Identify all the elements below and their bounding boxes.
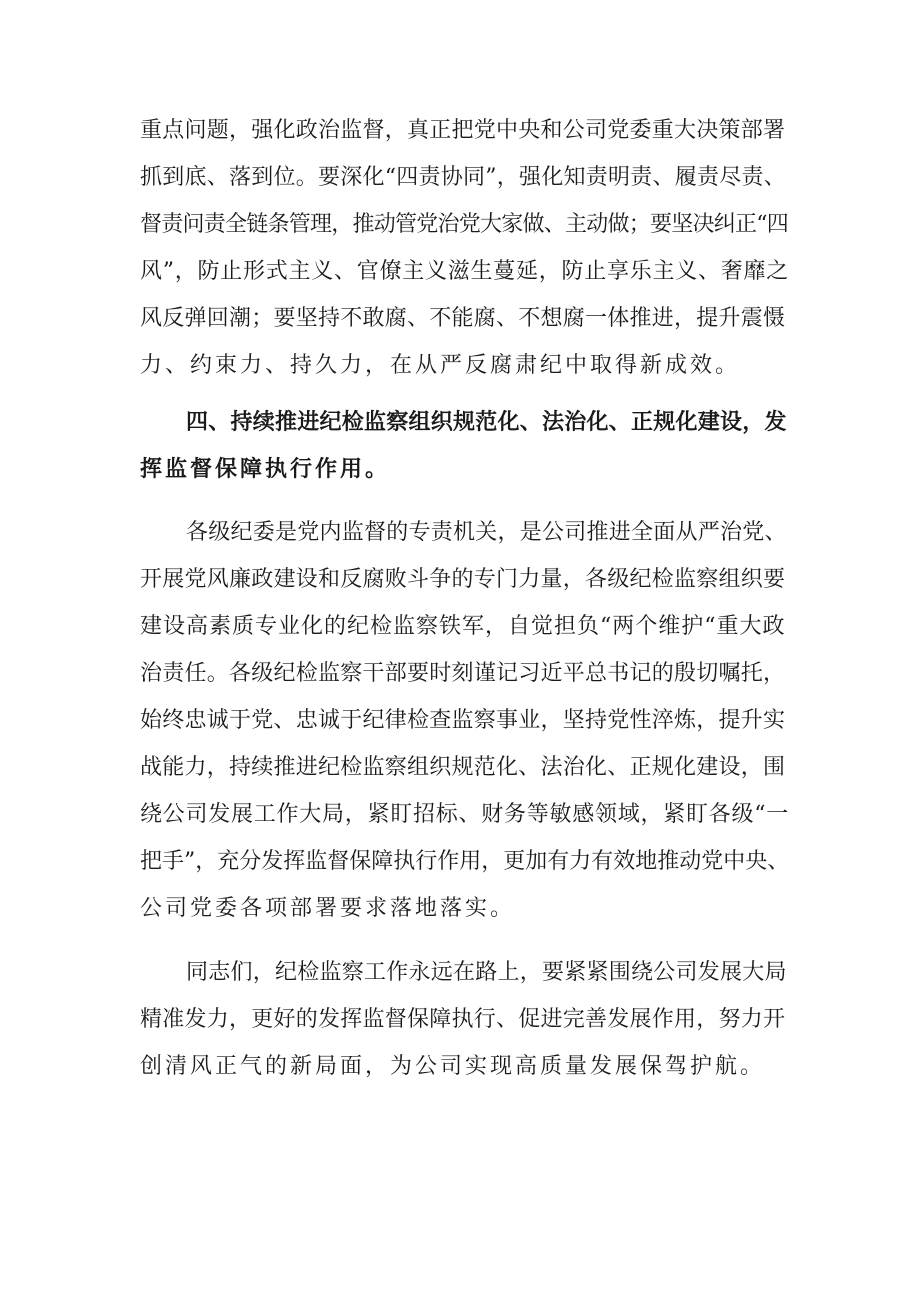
body-text-line: 同志们，纪检监察工作永远在路上，要紧紧围绕公司发展大局 — [186, 960, 787, 985]
body-text-line: 精准发力，更好的发挥监督保障执行、促进完善发展作用，努力开 — [140, 1007, 786, 1032]
body-text-line: 公司党委各项部署要求落地落实。 — [140, 896, 516, 921]
body-text-line: 抓到底、落到位。要深化“四责协同”，强化知责明责、履责尽责、 — [140, 165, 786, 190]
section-heading-line: 四、持续推进纪检监察组织规范化、法治化、正规化建设，发 — [186, 409, 787, 435]
section-heading-line: 挥监督保障执行作用。 — [140, 456, 391, 482]
body-text-line: 把手”，充分发挥监督保障执行作用，更加有力有效地推动党中央、 — [140, 849, 790, 874]
body-text-line: 治责任。各级纪检监察干部要时刻谨记习近平总书记的殷切嘱托， — [140, 661, 786, 686]
body-text-line: 建设高素质专业化的纪检监察铁军，自觉担负“两个维护“重大政 — [140, 614, 786, 639]
body-text-line: 各级纪委是党内监督的专责机关，是公司推进全面从严治党、 — [186, 520, 787, 545]
body-text-line: 绕公司发展工作大局，紧盯招标、财务等敏感领域，紧盯各级“一 — [140, 802, 789, 827]
body-text-line: 创清风正气的新局面，为公司实现高质量发展保驾护航。 — [140, 1054, 766, 1079]
body-text-line: 始终忠诚于党、忠诚于纪律检查监察事业，坚持党性淬炼，提升实 — [140, 708, 786, 733]
body-text-line: 风”，防止形式主义、官僚主义滋生蔓延，防止享乐主义、奢靡之 — [140, 259, 789, 284]
body-text-line: 重点问题，强化政治监督，真正把党中央和公司党委重大决策部署 — [140, 118, 786, 143]
body-text-line: 力、约束力、持久力，在从严反腐肃纪中取得新成效。 — [140, 353, 741, 378]
body-text-line: 战能力，持续推进纪检监察组织规范化、法治化、正规化建设，围 — [140, 755, 786, 780]
body-text-line: 风反弹回潮；要坚持不敢腐、不能腐、不想腐一体推进，提升震慑 — [140, 306, 786, 331]
body-text-line: 督责问责全链条管理，推动管党治党大家做、主动做；要坚决纠正“四 — [140, 212, 788, 237]
body-text-line: 开展党风廉政建设和反腐败斗争的专门力量，各级纪检监察组织要 — [140, 567, 786, 592]
